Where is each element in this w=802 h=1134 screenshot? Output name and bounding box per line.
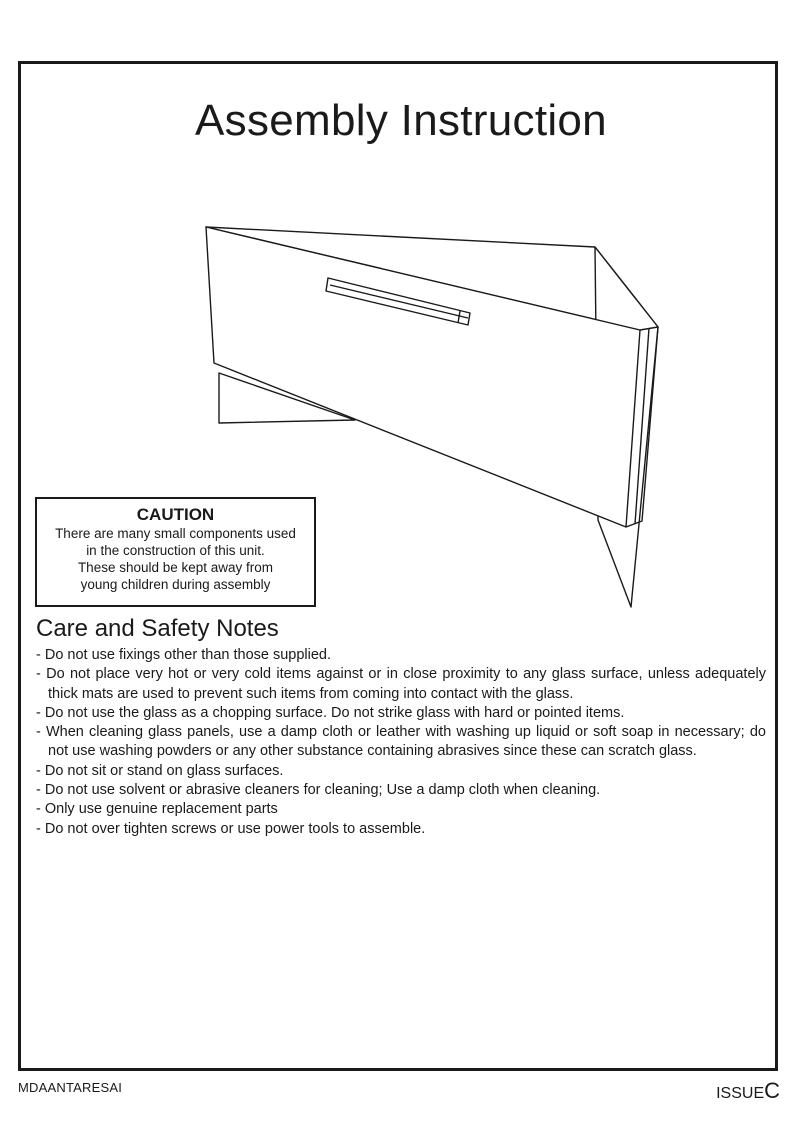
issue-text: ISSUE: [716, 1085, 765, 1102]
issue-letter: C: [764, 1078, 780, 1103]
document-code: MDAANTARESAI: [18, 1080, 123, 1095]
note-item: - Do not over tighten screws or use power tools to assemble.: [36, 820, 426, 837]
note-item: - Do not use the glass as a chopping surface. Do not strike glass with hard or pointed items.: [36, 704, 625, 721]
caution-line: There are many small components used: [55, 526, 296, 541]
note-item: - When cleaning glass panels, use a damp cloth or leather with washing up liquid or soft soap in necessary; do not use washing powders or any other substance containing abrasives since these can scratch glass.: [36, 724, 766, 760]
caution-title: CAUTION: [136, 505, 215, 524]
caution-line: young children during assembly: [80, 577, 271, 592]
note-item: - Do not sit or stand on glass surfaces.: [36, 762, 284, 779]
notes-list: [36, 646, 766, 839]
caution-box: [35, 497, 316, 607]
issue-label: [716, 1078, 780, 1104]
note-item: - Do not use solvent or abrasive cleaners for cleaning; Use a damp cloth when cleaning.: [36, 782, 601, 799]
note-item: - Only use genuine replacement parts: [36, 801, 278, 818]
notes-heading: Care and Safety Notes: [36, 615, 279, 642]
note-item: - Do not place very hot or very cold items against or in close proximity to any glass surface, unless adequately thick mats are used to prevent such items from coming into contact with the glass.: [36, 666, 766, 702]
caution-line: These should be kept away from: [77, 560, 274, 575]
page-title: Assembly Instruction: [195, 96, 607, 145]
note-item: - Do not use fixings other than those supplied.: [36, 647, 332, 663]
caution-line: in the construction of this unit.: [86, 543, 265, 558]
